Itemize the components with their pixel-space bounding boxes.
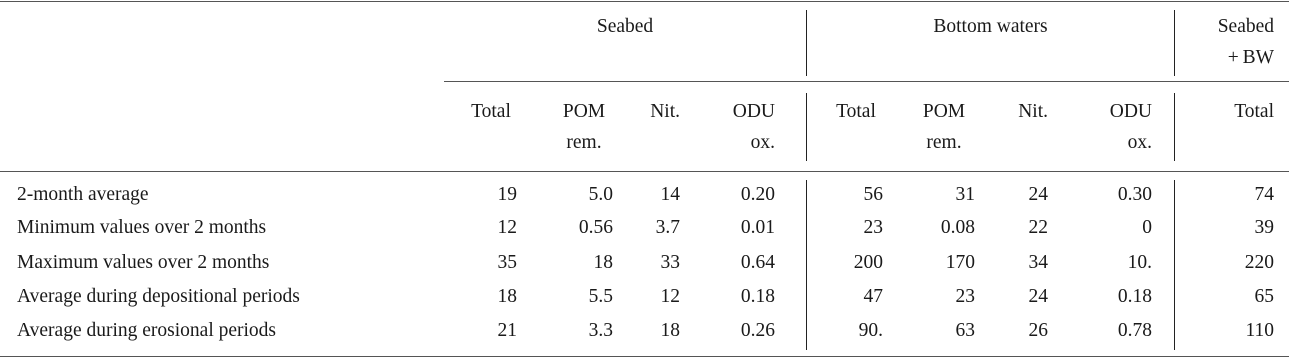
- column-header: POM: [562, 101, 606, 122]
- group-header-total-line2: + BW: [1227, 47, 1274, 68]
- table-cell: 31: [955, 184, 975, 205]
- table-cell: 26: [1028, 320, 1048, 341]
- table-cell: 3.7: [655, 217, 680, 238]
- table-cell: 56: [863, 184, 883, 205]
- column-header-sub: ox.: [1127, 132, 1152, 153]
- group-header-bottom-waters: Bottom waters: [933, 16, 1048, 37]
- column-header: Nit.: [650, 101, 680, 122]
- column-header: ODU: [732, 101, 775, 122]
- table-cell: 47: [863, 286, 883, 307]
- table-cell: 65: [1254, 286, 1274, 307]
- table-cell: 0.08: [940, 217, 975, 238]
- table-cell: 18: [660, 320, 680, 341]
- column-separator: [806, 93, 807, 161]
- table-cell: 3.3: [588, 320, 613, 341]
- table-cell: 170: [945, 252, 975, 273]
- table-cell: 0.01: [740, 217, 775, 238]
- table-cell: 23: [955, 286, 975, 307]
- header-rule: [0, 171, 1289, 172]
- table-cell: 0.56: [578, 217, 613, 238]
- table-cell: 10.: [1127, 252, 1152, 273]
- table-cell: 0.20: [740, 184, 775, 205]
- column-header: Total: [471, 101, 511, 122]
- table-cell: 19: [497, 184, 517, 205]
- row-label: Maximum values over 2 months: [17, 252, 270, 273]
- group-header-total-line1: Seabed: [1217, 16, 1274, 37]
- table-cell: 21: [497, 320, 517, 341]
- table-cell: 33: [660, 252, 680, 273]
- table-cell: 220: [1244, 252, 1274, 273]
- column-separator: [1174, 93, 1175, 161]
- column-header-sub: rem.: [926, 132, 962, 153]
- column-header: POM: [922, 101, 966, 122]
- table-cell: 5.0: [588, 184, 613, 205]
- bottom-rule: [0, 356, 1289, 357]
- column-header: Total: [836, 101, 876, 122]
- table-cell: 0.30: [1117, 184, 1152, 205]
- table-cell: 22: [1028, 217, 1048, 238]
- table-cell: 18: [593, 252, 613, 273]
- table-cell: 0.18: [1117, 286, 1152, 307]
- table-cell: 18: [497, 286, 517, 307]
- row-label: Average during erosional periods: [17, 320, 277, 341]
- table-cell: 5.5: [588, 286, 613, 307]
- table-cell: 34: [1028, 252, 1048, 273]
- table-cell: 0: [1142, 217, 1152, 238]
- table-cell: 74: [1254, 184, 1274, 205]
- table-cell: 23: [863, 217, 883, 238]
- row-label: Average during depositional periods: [17, 286, 300, 307]
- group-rule: [444, 81, 1289, 82]
- table-cell: 0.26: [740, 320, 775, 341]
- table-cell: 0.18: [740, 286, 775, 307]
- table-cell: 14: [660, 184, 680, 205]
- row-label: 2-month average: [17, 184, 149, 205]
- table-cell: 63: [955, 320, 975, 341]
- column-header-sub: ox.: [750, 132, 775, 153]
- table-cell: 110: [1245, 320, 1274, 341]
- column-header: ODU: [1109, 101, 1152, 122]
- table-cell: 39: [1254, 217, 1274, 238]
- table-cell: 24: [1028, 286, 1048, 307]
- table-cell: 0.78: [1117, 320, 1152, 341]
- column-header: Nit.: [1018, 101, 1048, 122]
- column-header-sub: rem.: [566, 132, 602, 153]
- table-cell: 12: [660, 286, 680, 307]
- column-header: Total: [1234, 101, 1274, 122]
- group-header-seabed: Seabed: [596, 16, 654, 37]
- table-cell: 0.64: [740, 252, 775, 273]
- row-label: Minimum values over 2 months: [17, 217, 267, 238]
- table-cell: 200: [853, 252, 883, 273]
- column-separator: [1174, 180, 1175, 350]
- table-cell: 24: [1028, 184, 1048, 205]
- table-cell: 35: [497, 252, 517, 273]
- table-cell: 12: [497, 217, 517, 238]
- table-cell: 90.: [858, 320, 883, 341]
- top-rule: [0, 1, 1289, 2]
- group-separator: [1174, 10, 1175, 76]
